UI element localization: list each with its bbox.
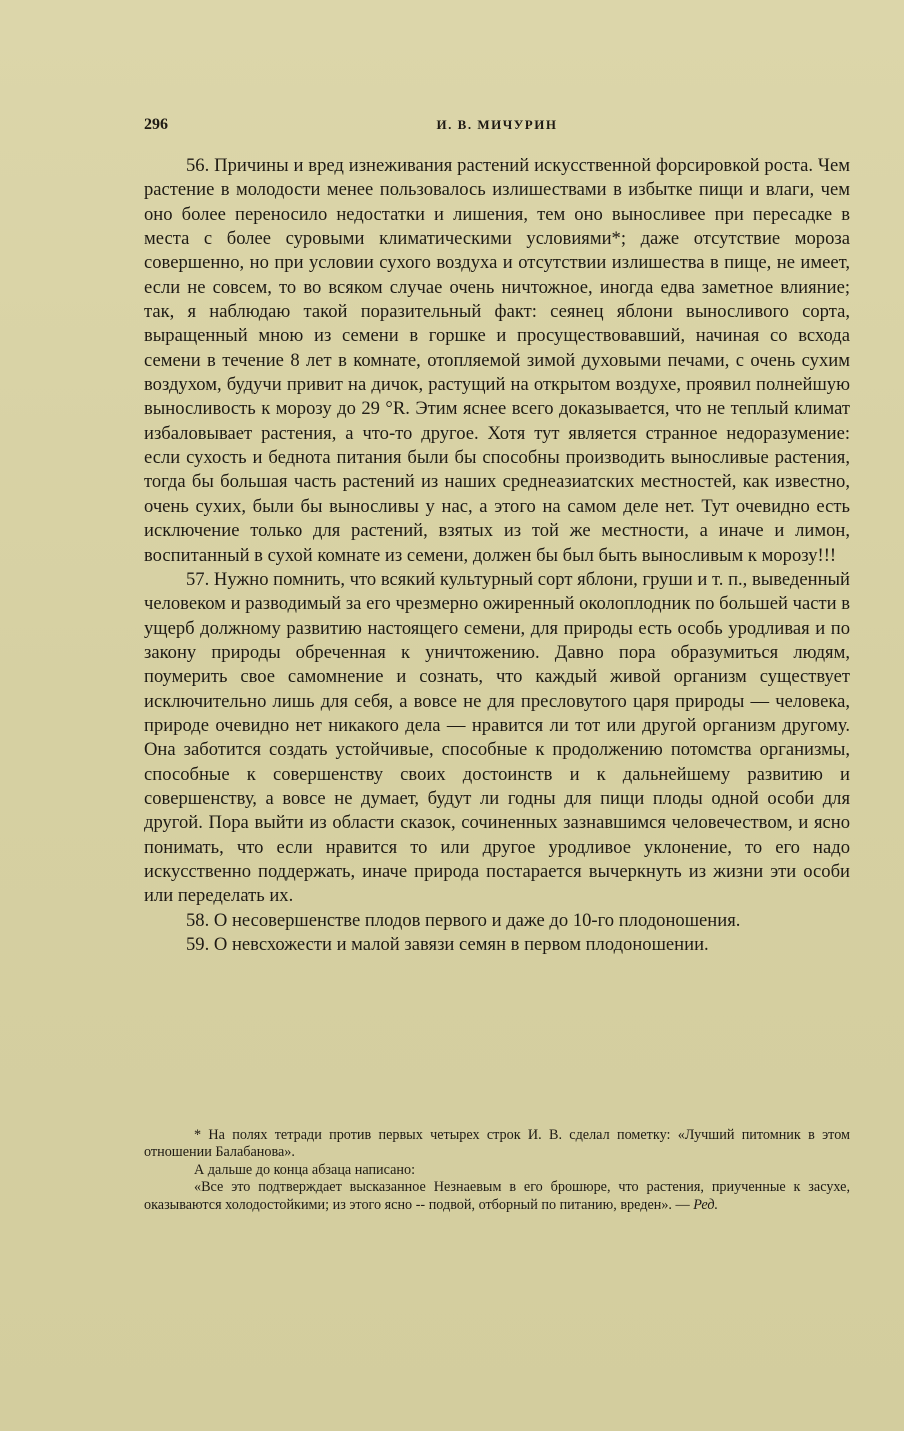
paragraph-59: 59. О невсхожести и малой завязи семян в первом плодоношении. <box>186 934 709 955</box>
footnote-2: А дальше до конца абзаца написано: <box>194 1161 416 1178</box>
page-number: 296 <box>144 116 168 133</box>
main-text <box>144 154 850 957</box>
paragraph-57: 57. Нужно помнить, что всякий культурный сорт яблони, груши и т. п., выведенный человеком и разводимый за его чрезмерно ожиренный околоплодник по большей части в ущерб должному развитию настоящего семени, для природы есть особь уродливая и по закону природы обреченная к уничтожению. Давно пора образумиться людям, поумерить свое самомнение и сознать, что каждый живой организм существует исключительно лишь для себя, а вовсе не для пресловутого царя природы — человека, природе очевидно нет никакого дела — нравится ли тот или другой организм другому. Она заботится создать устойчивые, способные к продолжению потомства организмы, способные к совершенству своих достоинств и к дальнейшему развитию и совершенству, а вовсе не думает, будут ли годны для пищи плоды одной особи для другой. Пора выйти из области сказок, сочиненных зазнавшимся человечеством, и ясно понимать, что если нравится то или другое уродливое уклонение, то его надо искусственно поддержать, иначе природа постарается вычеркнуть из жизни эти особи или переделать их. <box>144 568 850 907</box>
paragraph-56: 56. Причины и вред изнеживания растений искусственной форсировкой роста. Чем растение в молодости менее пользовалось излишествами в избытке пищи и влаги, чем оно более переносило недостатки и лишения, тем оно выносливее при пересадке в места с более суровыми климатическими условиями*; даже отсутствие мороза совершенно, но при условии сухого воздуха и отсутствии излишества в пище, не имеет, если не совсем, то во всяком случае очень ничтожное, иногда едва заметное влияние; так, я наблюдаю такой поразительный факт: сеянец яблони выносливого сорта, выращенный мною из семени в горшке и просуществовавший, начиная со всхода семени в течение 8 лет в комнате, отопляемой зимой духовыми печами, с очень сухим воздухом, будучи привит на дичок, растущий на открытом воздухе, проявил полнейшую выносливость к морозу до 29 °R. Этим яснее всего доказывается, что не теплый климат избаловывает растения, а что-то другое. Хотя тут является странное недоразумение: если сухость и беднота питания были бы способны производить выносливые растения, тогда бы большая часть растений из наших среднеазиатских местностей, как известно, очень сухих, были бы выносливы у нас, а этого на самом деле нет. Тут очевидно есть исключение только для растений, взятых из той же местности, а иначе и лимон, воспитанный в сухой комнате из семени, должен бы был быть выносливым к морозу!!! <box>144 155 850 566</box>
page-header <box>144 116 850 136</box>
running-head: И. В. МИЧУРИН <box>436 117 558 132</box>
footnote-3 <box>144 1179 850 1214</box>
paragraph-58: 58. О несовершенстве плодов первого и даже до 10-го плодоношения. <box>186 909 741 931</box>
footnote-3-text: «Все это подтверждает высказанное Незнаевым в его брошюре, что растения, приученные к засухе, оказываются холодостойкими; из этого ясно -- подвой, отборный по питанию, вреден». — <box>144 1179 850 1213</box>
editor-mark: Ред. <box>693 1196 719 1213</box>
footnotes <box>144 1127 850 1214</box>
footnote-1: * На полях тетради против первых четырех строк И. В. сделал пометку: «Лучший питомник в этом отношении Балабанова». <box>144 1127 850 1161</box>
